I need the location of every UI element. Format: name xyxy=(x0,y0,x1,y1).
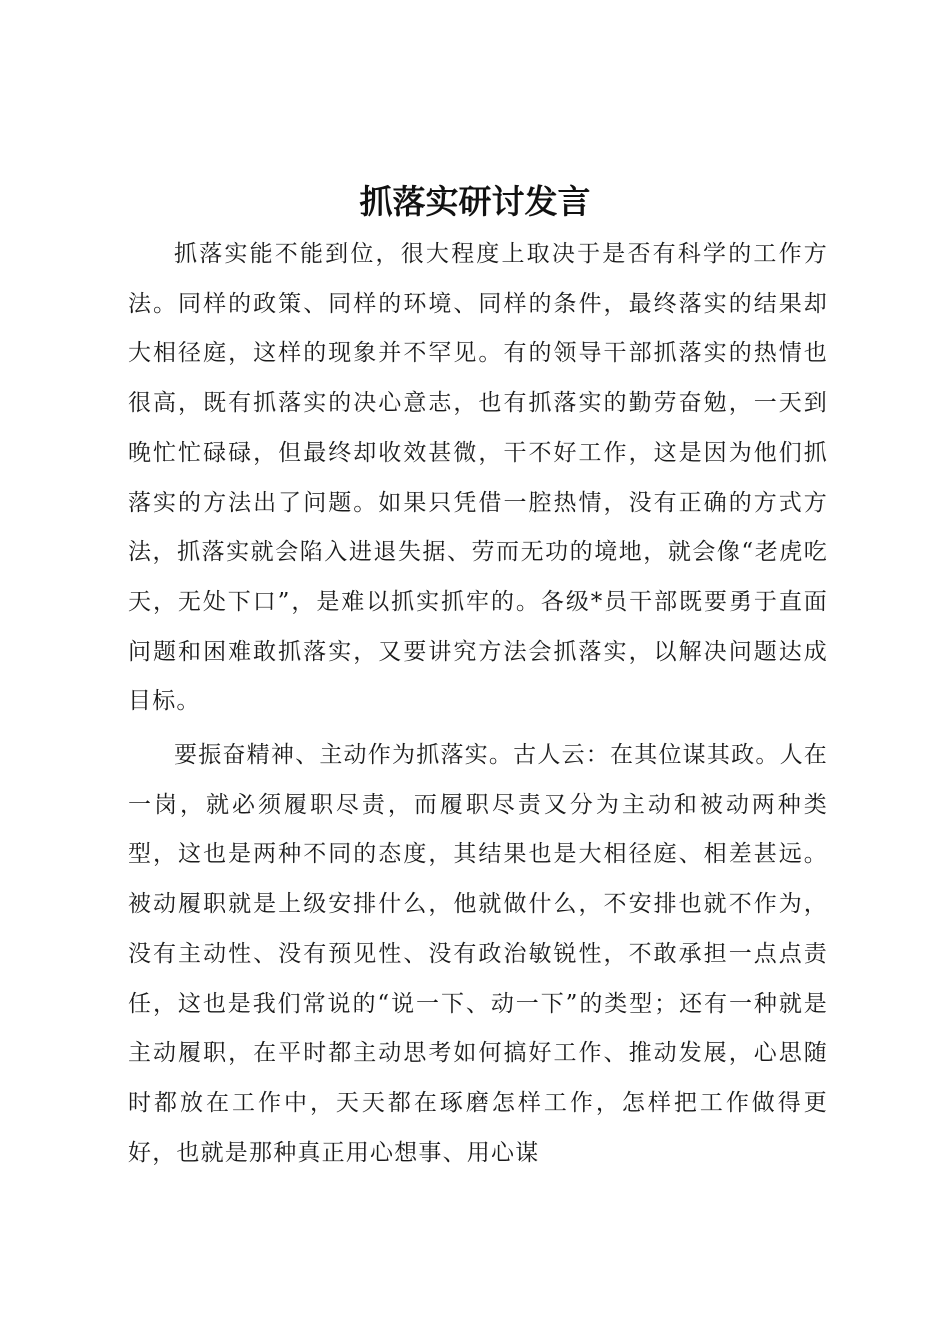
document-body xyxy=(128,230,828,1178)
document-title: 抓落实研讨发言 xyxy=(359,182,591,221)
paragraph-1: 抓落实能不能到位，很大程度上取决于是否有科学的工作方法。同样的政策、同样的环境、同样的条件，最终落实的结果却大相径庭，这样的现象并不罕见。有的领导干部抓落实的热情也很高，既有抓落实的决心意志，也有抓落实的勤劳奋勉，一天到晚忙忙碌碌，但最终却收效甚微，干不好工作，这是因为他们抓落实的方法出了问题。如果只凭借一腔热情，没有正确的方式方法，抓落实就会陷入进退失据、劳而无功的境地，就会像“老虎吃天，无处下口”，是难以抓实抓牢的。各级*员干部既要勇于直面问题和困难敢抓落实，又要讲究方法会抓落实，以解决问题达成目标。 xyxy=(128,241,828,715)
paragraph-2: 要振奋精神、主动作为抓落实。古人云：在其位谋其政。人在一岗，就必须履职尽责，而履职尽责又分为主动和被动两种类型，这也是两种不同的态度，其结果也是大相径庭、相差甚远。被动履职就是上级安排什么，他就做什么，不安排也就不作为，没有主动性、没有预见性、没有政治敏锐性，不敢承担一点点责任，这也是我们常说的“说一下、动一下”的类型；还有一种就是主动履职，在平时都主动思考如何搞好工作、推动发展，心思随时都放在工作中，天天都在琢磨怎样工作，怎样把工作做得更好，也就是那种真正用心想事、用心谋 xyxy=(128,742,828,1166)
